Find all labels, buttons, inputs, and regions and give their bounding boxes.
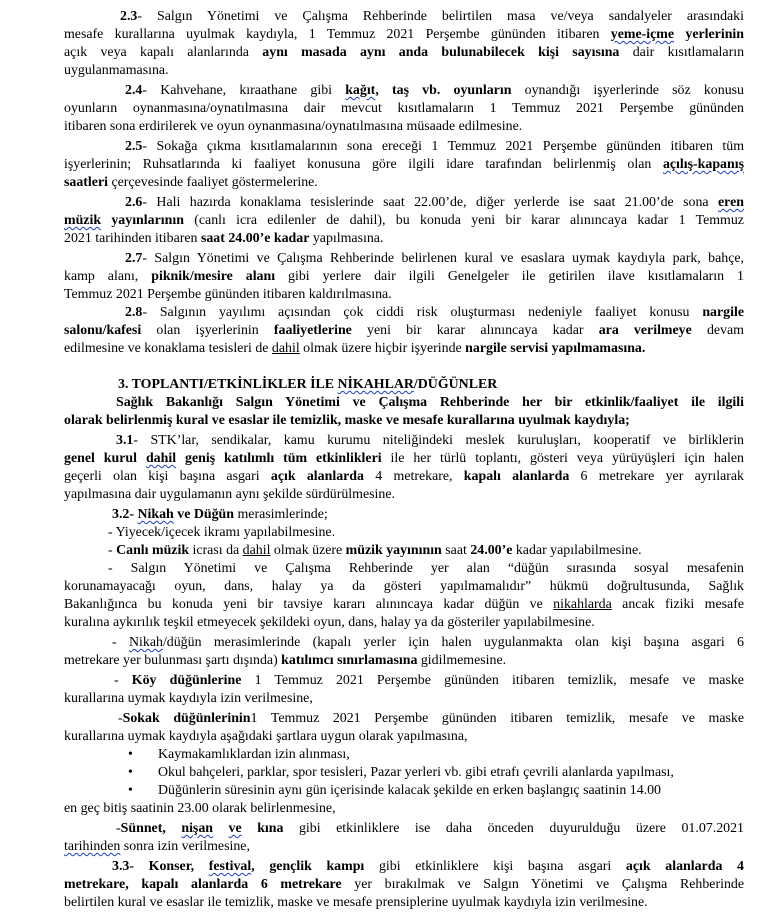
article-2-6-line-2: müzik yayınlarının (canlı icra edilenler de dahil), bu konuda yeni bir karar alınıncaya kadar 1 Temmuz xyxy=(64,213,744,228)
section-3-intro-line-1: Sağlık Bakanlığı Salgın Yönetimi ve Çalışma Rehberinde her bir etkinlik/faaliyet ile ilgili xyxy=(116,395,744,410)
article-3-2-item-village-line-1: - Köy düğünlerine 1 Temmuz 2021 Perşembe gününden itibaren temizlik, mesafe ve maske xyxy=(114,673,744,688)
document-page: 2.3- Salgın Yönetimi ve Çalışma Rehberinde belirtilen masa ve/veya sandalyeler arasındaki mesafe kurallarına uyulmak kaydıyla, 1 Temmuz 2021 Perşembe gününden itibaren yeme-içme yerlerinin açık veya kapalı alanlarında aynı masada aynı anda bulunabilecek kişi sayısına dair kısıtlamaların uygulanmamasına. 2.4- Kahvehane, kıraathane gibi kağıt, taş vb. oyunların oynandığı işyerlerinde söz konusu oyunların oynanmasına/oynatılmasına dair mevcut kısıtlamaların 1 Temmuz 2021 Perşembe gününden itibaren sona erdirilerek ve oyun oynanmasına/oynatılmasına müsaade edilmesine. 2.5- Sokağa çıkma kısıtlamalarının sona ereceği 1 Temmuz 2021 Perşembe gününden itibaren tüm işyerlerinin; Ruhsatlarında ki faaliyet konusuna göre ilgili idare tarafından belirlenmiş olan açılış-kapanış saatleri çerçevesinde faaliyet göstermelerine. 2.6- Hali hazırda konaklama tesislerinde saat 22.00’de, diğer yerlerde ise saat 21.00’de sona eren müzik yayınlarının (canlı icra edilenler de dahil), bu konuda yeni bir karar alınıncaya kadar 1 Temmuz 2021 tarihinden itibaren saat 24.00’e kadar yapılmasına. 2.7- Salgın Yönetimi ve Çalışma Rehberinde belirlenen kural ve esaslara uymak kaydıyla park, bahçe, kamp alanı, piknik/mesire alanı gibi yerlere dair ilgili Genelgeler ile getirilen ilave kısıtlamaların 1 Temmuz 2021 Perşembe gününden itibaren kaldırılmasına. 2.8- Salgının yayılımı açısından çok ciddi risk oluşturması nedeniyle faaliyet konusu nargile salonu/kafesi olan işyerlerinin faaliyetlerine yeni bir karar alınıncaya kadar ara verilmeye devam edilmesine ve konaklama tesisleri de dahil olmak üzere hiçbir işyerinde nargile servisi yapılmamasına. 3. TOPLANTI/ETKİNLİKLER İLE NİKAHLAR/DÜĞÜNLER Sağlık Bakanlığı Salgın Yönetimi ve Çalışma Rehberinde her bir etkinlik/faaliyet ile ilgili olarak belirlenmiş kural ve esaslar ile temizlik, maske ve mesafe kurallarına uyulmak kaydıyla; 3.1- STK’lar, sendikalar, kamu kurumu niteliğindeki meslek kuruluşları, kooperatif ve birliklerin genel kurul dahil geniş katılımlı tüm etkinlikleri ile her türlü toplantı, gösteri veya yürüyüşleri için halen geçerli olan kişi başına asgari açık alanlarda 4 metrekare, kapalı alanlarda 6 metrekare yer ayrılarak yapılmasına dair uygulamanın aynı şekilde sürdürülmesine. 3.2- Nikah ve Düğün merasimlerinde; - Yiyecek/içecek ikramı yapılabilmesine. - Canlı müzik icrası da dahil olmak üzere müzik yayınının saat 24.00’e kadar yapılabilmesine. - Salgın Yönetimi ve Çalışma Rehberinde yer alan “düğün sırasında sosyal mesafenin korunamayacağı oyun, dans, halay ya da gösteri yapılmamalıdır” hükmü doğrultusunda, Sağlık Bakanlığınca bu konuda yeni bir tavsiye kararı alınıncaya kadar düğün ve nikahlarda ancak fiziki mesafe kuralına aykırılık teşkil etmeyecek şekildeki oyun, dans, halay ya da gösteriler yapılabilmesine. - Nikah/düğün merasimlerinde (kapalı yerler için halen uygulanmakta olan kişi başına asgari 6 metrekare yer bulunması şartı dışında) katılımcı sınırlamasına gidilmemesine. - Köy düğünlerine 1 Temmuz 2021 Perşembe gününden itibaren temizlik, mesafe ve maske kurallarına uymak kaydıyla izin verilmesine, -Sokak düğünlerinin1 Temmuz 2021 Perşembe gününden itibaren temizlik, mesafe ve maske kurallarına uymak kaydıyla aşağıdaki şartlara uygun olarak yapılmasına, • Kaymakamlıklardan izin alınması, • Okul bahçeleri, parklar, spor tesisleri, Pazar yerleri vb. gibi etrafı çevrili alanlarda yapılması, • Düğünlerin süresinin aynı gün içerisinde kalacak şekilde en erken başlangıç saatinin 14.00 en geç bitiş saatinin 23.00 olarak belirlenmesine, -Sünnet, nişan ve kına gibi etkinliklere ise daha önceden duyurulduğu üzere 01.07.2021 tarihinden sonra izin verilmesine, 3.3- Konser, festival, gençlik kampı gibi etkinliklere kişi başına asgari açık alanlarda 4 metrekare, kapalı alanlarda 6 metrekare yer bırakılmak ve Salgın Yönetimi ve Çalışma Rehberinde belirtilen kural ve esaslar ile temizlik, maske ve mesafe prensiplerine uyulmak kaydıyla izin verilmesine. xyxy=(0,0,767,914)
article-3-2-item-participants-line-2: metrekare yer bulunması şartı dışında) katılımcı sınırlamasına gidilmemesine. xyxy=(64,653,507,668)
article-2-4-line-1: 2.4- Kahvehane, kıraathane gibi kağıt, taş vb. oyunların oynandığı işyerlerinde söz konusu xyxy=(125,83,744,98)
article-2-6-line-3: 2021 tarihinden itibaren saat 24.00’e kadar yapılmasına. xyxy=(64,231,384,246)
bullet-mark: • xyxy=(128,747,133,762)
article-2-3-line-4: uygulanmamasına. xyxy=(64,63,169,78)
article-2-8-line-1: 2.8- Salgının yayılımı açısından çok ciddi risk oluşturması nedeniyle faaliyet konusu nargile xyxy=(125,305,744,320)
article-3-2-item-dance-line-2: korunamayacağı oyun, dans, halay ya da gösteri yapılmamalıdır” hükmü doğrultusunda, Sağlık xyxy=(64,579,744,594)
article-3-2-item-circumcision-line-2: tarihinden sonra izin verilmesine, xyxy=(64,839,250,854)
article-3-1-line-3: geçerli olan kişi başına asgari açık alanlarda 4 metrekare, kapalı alanlarda 6 metrekare yer ayrılarak xyxy=(64,469,744,484)
article-3-1-line-4: yapılmasına dair uygulamanın aynı şekilde sürdürülmesine. xyxy=(64,487,395,502)
article-3-2-item-village-line-2: kurallarına uymak kaydıyla izin verilmesine, xyxy=(64,691,313,706)
article-2-3-line-2: mesafe kurallarına uyulmak kaydıyla, 1 Temmuz 2021 Perşembe gününden itibaren yeme-içme yerlerinin xyxy=(64,27,745,42)
article-2-7-line-1: 2.7- Salgın Yönetimi ve Çalışma Rehberinde belirlenen kural ve esaslara uymak kaydıyla park, bahçe, xyxy=(125,251,744,266)
article-2-5-line-3: saatleri çerçevesinde faaliyet göstermelerine. xyxy=(64,175,318,190)
article-3-2-item-dance-line-4: kuralına aykırılık teşkil etmeyecek şekildeki oyun, dans, halay ya da gösteriler yapılabilmesine. xyxy=(64,615,595,630)
article-2-6-line-1: 2.6- Hali hazırda konaklama tesislerinde saat 22.00’de, diğer yerlerde ise saat 21.00’de sona eren xyxy=(125,195,744,210)
article-2-4-line-3: itibaren sona erdirilerek ve oyun oynanmasına/oynatılmasına müsaade edilmesine. xyxy=(64,119,523,134)
article-2-3-line-3: açık veya kapalı alanlarında aynı masada aynı anda bulunabilecek kişi sayısına dair kısıtlamaların xyxy=(64,45,745,60)
section-3-intro-line-2: olarak belirlenmiş kural ve esaslar ile temizlik, maske ve mesafe kurallarına uyulmak kaydıyla; xyxy=(64,413,630,428)
article-3-2-item-street-line-1: -Sokak düğünlerinin1 Temmuz 2021 Perşembe gününden itibaren temizlik, mesafe ve maske xyxy=(118,711,744,726)
article-2-7-line-3: Temmuz 2021 Perşembe gününden itibaren kaldırılmasına. xyxy=(64,287,392,302)
article-3-2-item-live-music: - Canlı müzik icrası da dahil olmak üzere müzik yayınının saat 24.00’e kadar yapılabilmesine. xyxy=(108,543,642,558)
article-3-2-item-dance-line-3: Bakanlığınca bu konuda yeni bir tavsiye kararı alınıncaya kadar düğün ve nikahlarda ancak fiziki mesafe xyxy=(64,597,744,612)
article-3-2-item-participants-line-1: - Nikah/düğün merasimlerinde (kapalı yerler için halen uygulanmakta olan kişi başına asgari 6 xyxy=(112,635,744,650)
bullet-hours-line-2: en geç bitiş saatinin 23.00 olarak belirlenmesine, xyxy=(64,801,336,816)
article-3-2-item-refreshments: - Yiyecek/içecek ikramı yapılabilmesine. xyxy=(108,525,336,540)
article-2-4-line-2: oyunların oynanmasına/oynatılmasına dair mevcut kısıtlamaların 1 Temmuz 2021 Perşembe gününden xyxy=(64,101,744,116)
article-3-2-item-dance-line-1: - Salgın Yönetimi ve Çalışma Rehberinde yer alan “düğün sırasında sosyal mesafenin xyxy=(108,561,744,576)
article-2-8-line-2: salonu/kafesi olan işyerlerinin faaliyetlerine yeni bir karar alınıncaya kadar ara verilmeye devam xyxy=(64,323,744,338)
article-3-3-line-3: belirtilen kural ve esaslar ile temizlik, maske ve mesafe prensiplerine uyulmak kaydıyla izin verilmesine. xyxy=(64,895,648,910)
article-2-3-line-1: 2.3- Salgın Yönetimi ve Çalışma Rehberinde belirtilen masa ve/veya sandalyeler arasındaki xyxy=(120,9,744,24)
article-2-8-line-3: edilmesine ve konaklama tesisleri de dahil olmak üzere hiçbir işyerinde nargile servisi yapılmamasına. xyxy=(64,341,646,356)
article-3-1-line-1: 3.1- STK’lar, sendikalar, kamu kurumu niteliğindeki meslek kuruluşları, kooperatif ve birliklerin xyxy=(116,433,744,448)
article-2-7-line-2: kamp alanı, piknik/mesire alanı gibi yerlere dair ilgili Genelgeler ile getirilen ilave kısıtlamaların 1 xyxy=(64,269,745,284)
article-3-2-heading: 3.2- Nikah ve Düğün merasimlerinde; xyxy=(112,507,328,522)
article-3-3-line-2: metrekare, kapalı alanlarda 6 metrekare yer bırakılmak ve Salgın Yönetimi ve Çalışma Rehberinde xyxy=(64,877,745,892)
bullet-mark: • xyxy=(128,765,133,780)
article-3-2-item-circumcision-line-1: -Sünnet, nişan ve kına gibi etkinliklere ise daha önceden duyurulduğu üzere 01.07.2021 xyxy=(116,821,744,836)
bullet-mark: • xyxy=(128,783,133,798)
article-3-3-line-1: 3.3- Konser, festival, gençlik kampı gibi etkinliklere kişi başına asgari açık alanlarda 4 xyxy=(112,859,745,874)
article-2-5-line-2: işyerlerinin; Ruhsatlarında ki faaliyet konusuna göre ilgili idare tarafından belirlenmiş olan açılış-kapanış xyxy=(64,157,744,172)
article-2-5-line-1: 2.5- Sokağa çıkma kısıtlamalarının sona ereceği 1 Temmuz 2021 Perşembe gününden itibaren tüm xyxy=(125,139,744,154)
section-3-heading: 3. TOPLANTI/ETKİNLİKLER İLE NİKAHLAR/DÜĞÜNLER xyxy=(118,377,498,392)
article-3-2-item-street-line-2: kurallarına uymak kaydıyla aşağıdaki şartlara uygun olarak yapılmasına, xyxy=(64,729,468,744)
article-3-1-line-2: genel kurul dahil geniş katılımlı tüm etkinlikleri ile her türlü toplantı, gösteri veya yürüyüşleri için halen xyxy=(64,451,744,466)
